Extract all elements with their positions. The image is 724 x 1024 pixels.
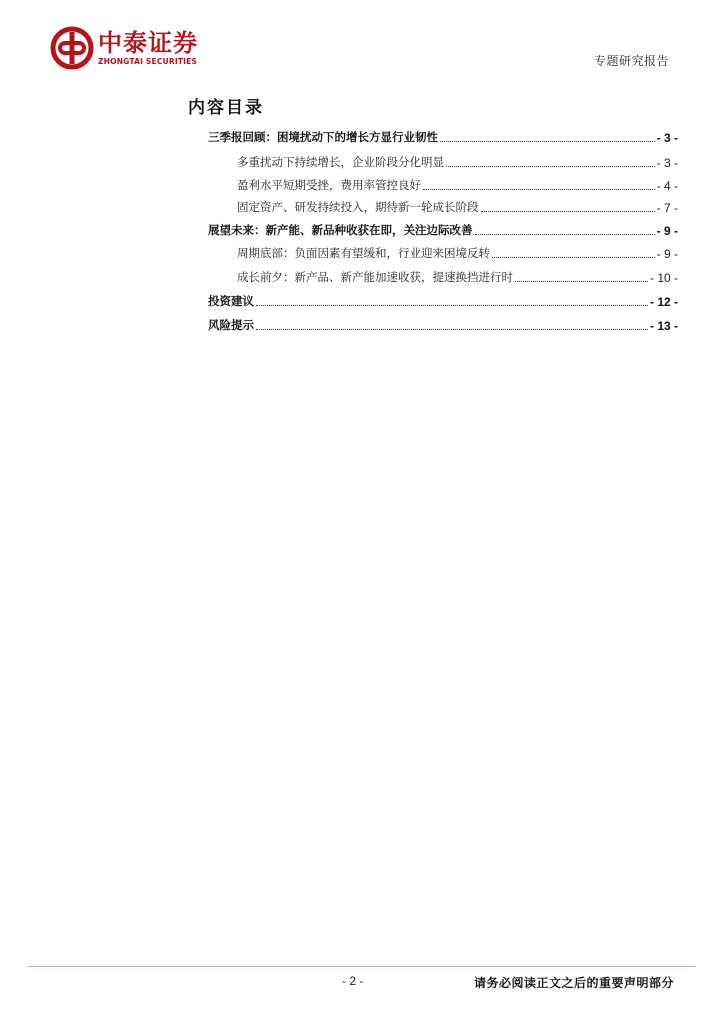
toc-entry-label: 周期底部：负面因素有望缓和，行业迎来困境反转 bbox=[237, 246, 490, 260]
report-type-label: 专题研究报告 bbox=[593, 54, 669, 68]
toc-entry-label: 三季报回顾：困境扰动下的增长方显行业韧性 bbox=[208, 130, 438, 144]
toc-dot-leader bbox=[475, 234, 655, 235]
company-logo bbox=[50, 26, 198, 70]
toc-entry-label: 投资建议 bbox=[208, 294, 254, 308]
toc-dot-leader bbox=[481, 211, 655, 212]
toc-entry-label: 固定资产、研发持续投入，期待新一轮成长阶段 bbox=[237, 200, 479, 214]
toc-dot-leader bbox=[446, 166, 655, 167]
toc-dot-leader bbox=[423, 189, 655, 190]
footer-disclaimer: 请务必阅读正文之后的重要声明部分 bbox=[473, 976, 674, 990]
page-header bbox=[0, 0, 724, 90]
toc-entry-section[interactable] bbox=[208, 222, 678, 238]
toc-entry-page: - 3 - bbox=[656, 131, 678, 145]
toc-entry-label: 盈利水平短期受挫，费用率管控良好 bbox=[237, 178, 421, 192]
toc-entry-subsection[interactable] bbox=[208, 177, 678, 193]
zhongtai-logo-icon bbox=[50, 26, 94, 70]
toc-entry-subsection[interactable] bbox=[208, 245, 678, 261]
toc-entry-page: - 9 - bbox=[656, 247, 678, 261]
toc-title: 内容目录 bbox=[188, 98, 264, 118]
toc-entry-section[interactable] bbox=[208, 293, 678, 309]
toc-entry-label: 多重扰动下持续增长，企业阶段分化明显 bbox=[237, 155, 444, 169]
footer-page-number: - 2 - bbox=[342, 974, 364, 988]
toc-entry-subsection[interactable] bbox=[208, 269, 678, 285]
toc-dot-leader bbox=[515, 281, 648, 282]
toc-entry-label: 展望未来：新产能、新品种收获在即，关注边际改善 bbox=[208, 223, 473, 237]
toc-entry-subsection[interactable] bbox=[208, 154, 678, 170]
toc-dot-leader bbox=[440, 141, 655, 142]
toc-dot-leader bbox=[492, 257, 655, 258]
toc-entry-section[interactable] bbox=[208, 317, 678, 333]
toc-entry-page: - 12 - bbox=[649, 295, 678, 309]
toc-entry-page: - 3 - bbox=[656, 156, 678, 170]
toc-entry-subsection[interactable] bbox=[208, 199, 678, 215]
footer-divider bbox=[28, 966, 696, 967]
logo-english-name: ZHONGTAI SECURITIES bbox=[98, 56, 198, 66]
toc-dot-leader bbox=[256, 329, 648, 330]
toc-entry-page: - 10 - bbox=[649, 271, 678, 285]
logo-chinese-name: 中泰证券 bbox=[98, 28, 198, 57]
toc-dot-leader bbox=[256, 305, 648, 306]
toc-entry-label: 成长前夕：新产品、新产能加速收获，提速换挡进行时 bbox=[237, 270, 513, 284]
toc-entry-page: - 9 - bbox=[656, 224, 678, 238]
toc-entry-page: - 13 - bbox=[649, 319, 678, 333]
toc-entry-page: - 7 - bbox=[656, 201, 678, 215]
toc-entry-page: - 4 - bbox=[656, 179, 678, 193]
toc-entry-label: 风险提示 bbox=[208, 318, 254, 332]
toc-entry-section[interactable] bbox=[208, 129, 678, 145]
